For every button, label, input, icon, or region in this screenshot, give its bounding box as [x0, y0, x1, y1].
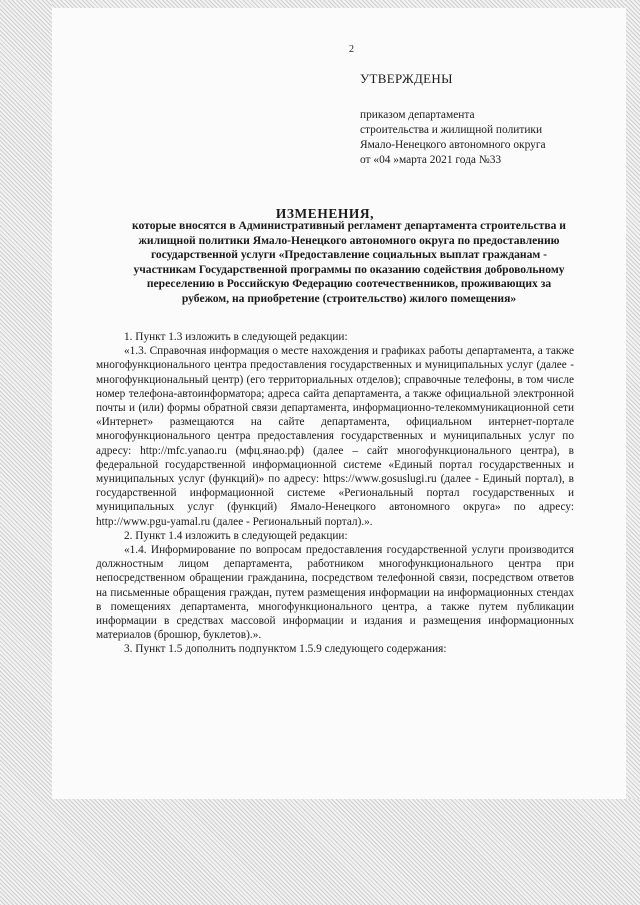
scan-border-left: [0, 0, 52, 905]
paragraph: «1.3. Справочная информация о месте нахождения и графиках работы департамента, а также многофункционального центра предоставления государственных и муниципальных услуг (далее - многофункциональный центр) (его территориальных отделов); справочные телефоны, в том числе номер телефона-автоинформатора; адреса сайта департамента, а также официальной электронной почты и (или) формы обратной связи департамента, информационно-телекоммуникационной сети «Интернет» размещаются на сайте департамента, официальном интернет-портале многофункционального центра предоставления государственных и муниципальных услуг по адресу: http://mfc.yanao.ru (мфц.янао.рф) (далее – сайт многофункционального центра), в федеральной государственной информационной системе «Единый портал государственных и муниципальных услуг (функций)» по адресу: https://www.gosuslugi.ru (далее - Единый портал), в государственной информационной системе «Региональный портал государственных и муниципальных услуг (функций) Ямало-Ненецкого автономного округа» по адресу: http://www.pgu-yamal.ru (далее - Региональный портал).».: [96, 345, 574, 528]
paragraph: 3. Пункт 1.5 дополнить подпунктом 1.5.9 следующего содержания:: [124, 643, 447, 656]
paragraph: 1. Пункт 1.3 изложить в следующей редакции:: [124, 331, 348, 343]
paragraph: «1.4. Информирование по вопросам предоставления государственной услуги производится должностным лицом департамента, работником многофункционального центра при непосредственном обращении гражданина, посредством телефонной связи, посредством ответов на письменные обращения граждан, путем размещения информации на информационных стендах в помещениях департамента, многофункционального центра, а также путем публикации информации в средствах массовой информации и издания и размещения информационных материалов (брошюр, буклетов).».: [96, 544, 574, 642]
document-title: ИЗМЕНЕНИЯ,: [275, 206, 375, 221]
document-subtitle: которые вносятся в Административный регламент департамента строительства и жилищной политики Ямало-Ненецкого автономного округа по предоставлению государственной услуги «Предоставление социальных выплат гражданам - участникам Государственной программы по оказанию содействия добровольному переселению в Российскую Федерацию соотечественников, проживающих за рубежом, на приобретение (строительство) жилого помещения»: [132, 219, 566, 305]
order-line: Ямало-Ненецкого автономного округа: [360, 139, 546, 151]
order-line: приказом департамента: [360, 109, 475, 121]
order-line: от «04 »марта 2021 года №33: [360, 154, 502, 166]
approved-heading: УТВЕРЖДЕНЫ: [360, 71, 453, 86]
approval-order-block: [360, 108, 600, 168]
order-line: строительства и жилищной политики: [360, 124, 543, 136]
scan-border-bottom: [0, 799, 640, 905]
document-body: [96, 330, 574, 657]
paragraph: 2. Пункт 1.4 изложить в следующей редакции:: [124, 529, 348, 542]
page-number: 2: [349, 44, 354, 55]
scan-border-top: [0, 0, 640, 8]
scan-border-right: [626, 0, 640, 905]
